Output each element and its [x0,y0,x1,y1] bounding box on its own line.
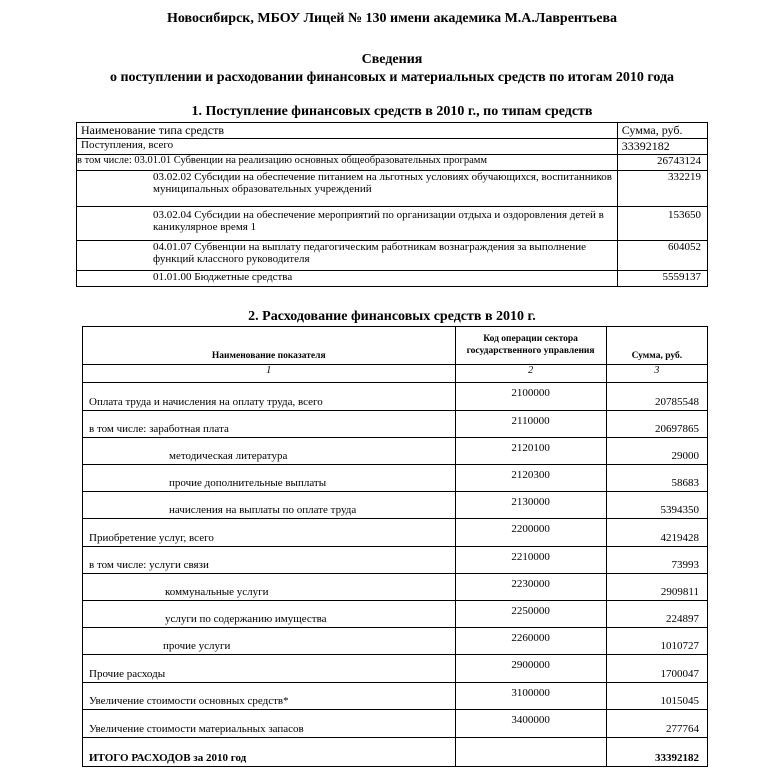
expense-row-label: Увеличение стоимости основных средств* [83,683,456,710]
expense-row-code: 2130000 [455,492,606,519]
income-row-value: 604052 [617,241,707,271]
expense-row-code: 2260000 [455,628,606,655]
expense-row-value: 20697865 [606,411,707,438]
expense-table [82,326,708,767]
school-title: Новосибирск, МБОУ Лицей № 130 имени академика М.А.Лаврентьева [166,11,618,26]
expense-row-value: 1010727 [606,628,707,655]
expense-col-sum-header: Сумма, руб. [606,327,707,365]
income-row-value: 26743124 [617,155,707,171]
expense-row-value: 58683 [606,465,707,492]
income-table [76,122,708,287]
income-row: 03.02.04 Субсидии на обеспечение мероприятий по организации отдыха и оздоровления детей в каникулярное время 1 [77,207,618,241]
column-number-2: 2 [455,365,606,383]
expense-total-code [455,738,606,767]
expense-row-code: 2110000 [455,411,606,438]
expense-row-value: 29000 [606,438,707,465]
column-number-1: 1 [83,365,456,383]
section1-title: 1. Поступление финансовых средств в 2010 г., по типам средств [191,104,593,119]
expense-row-value: 4219428 [606,519,707,547]
expense-row-label: коммунальные услуги [83,574,456,601]
expense-row-value: 2909811 [606,574,707,601]
income-row: 04.01.07 Субвенции на выплату педагогическим работникам вознаграждения за выполнение функций классного руководителя [77,241,618,271]
expense-row-label: прочие дополнительные выплаты [83,465,456,492]
expense-row-code: 2100000 [455,383,606,411]
expense-row-value: 277764 [606,710,707,738]
expense-row-label: Прочие расходы [83,655,456,683]
income-total-label: Поступления, всего [77,139,618,155]
expense-col-name-header: Наименование показателя [83,327,456,365]
income-row: в том числе: 03.01.01 Субвенции на реализацию основных общеобразовательных программ [77,155,618,171]
expense-row-label: Увеличение стоимости материальных запасов [83,710,456,738]
expense-row-value: 20785548 [606,383,707,411]
expense-row-label: в том числе: заработная плата [83,411,456,438]
expense-total-value: 33392182 [606,738,707,767]
income-row: 03.02.02 Субсидии на обеспечение питанием на льготных условиях обучающихся, воспитанников муниципальных образовательных учреждений [77,171,618,207]
expense-row-label: начисления на выплаты по оплате труда [83,492,456,519]
expense-row-code: 2200000 [455,519,606,547]
expense-row-code: 2120300 [455,465,606,492]
expense-row-code: 2120100 [455,438,606,465]
income-col-sum-header: Сумма, руб. [617,123,707,139]
expense-row-value: 1700047 [606,655,707,683]
document-title: Сведения [361,52,423,67]
income-row-value: 332219 [617,171,707,207]
expense-row-label: прочие услуги [83,628,456,655]
expense-total-label: ИТОГО РАСХОДОВ за 2010 год [83,738,456,767]
expense-row-label: в том числе: услуги связи [83,547,456,574]
expense-row-code: 2250000 [455,601,606,628]
expense-col-code-header: Код операции сектора государственного управления [455,327,606,365]
document-subtitle: о поступлении и расходовании финансовых и материальных средств по итогам 2010 года [109,70,675,85]
expense-row-value: 224897 [606,601,707,628]
expense-row-value: 5394350 [606,492,707,519]
expense-row-label: услуги по содержанию имущества [83,601,456,628]
expense-row-label: методическая литература [83,438,456,465]
income-row-value: 5559137 [617,271,707,287]
expense-row-label: Оплата труда и начисления на оплату труда, всего [83,383,456,411]
expense-row-code: 3400000 [455,710,606,738]
income-total-value: 33392182 [617,139,707,155]
section2-title: 2. Расходование финансовых средств в 2010 г. [248,309,536,324]
income-row: 01.01.00 Бюджетные средства [77,271,618,287]
expense-row-code: 2210000 [455,547,606,574]
expense-row-value: 73993 [606,547,707,574]
income-col-name-header: Наименование типа средств [77,123,618,139]
column-number-3: 3 [606,365,707,383]
expense-row-value: 1015045 [606,683,707,710]
expense-row-label: Приобретение услуг, всего [83,519,456,547]
expense-row-code: 2230000 [455,574,606,601]
expense-row-code: 2900000 [455,655,606,683]
income-row-value: 153650 [617,207,707,241]
expense-row-code: 3100000 [455,683,606,710]
